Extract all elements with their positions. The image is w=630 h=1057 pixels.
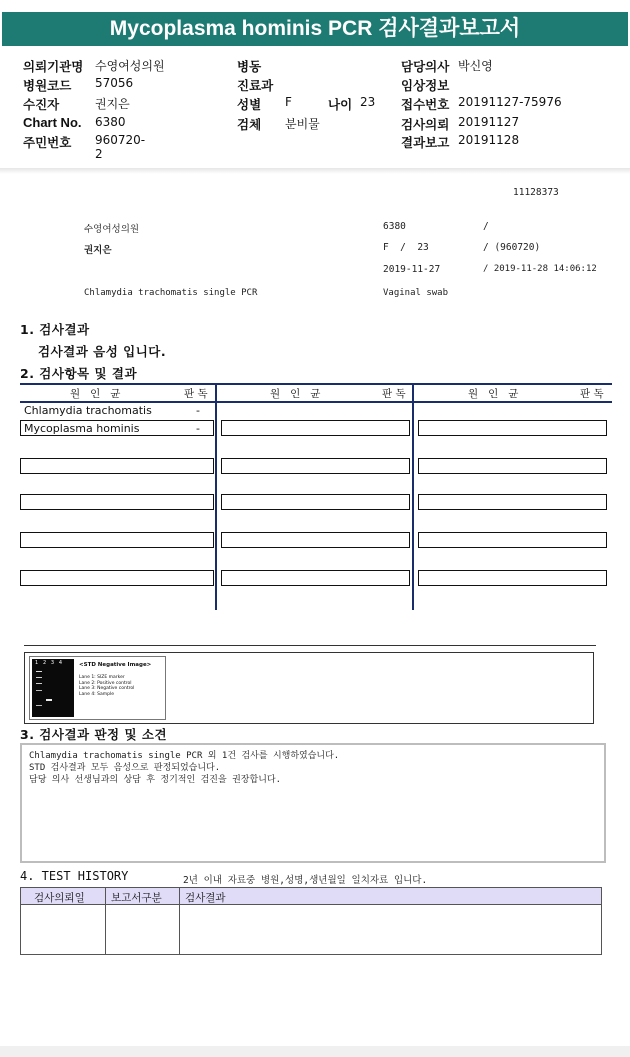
gel-legend-item: Lane 4: Sample [79,691,114,697]
report-specimen: Vaginal swab [383,288,449,298]
result-cell [20,494,214,510]
gel-band [36,705,42,706]
report-title: Mycoplasma hominis PCR 검사결과보고서 [2,12,628,46]
result-cell [418,494,607,510]
header-specimen: 검체 분비물 [237,117,320,132]
header-ward: 병동 [237,59,262,74]
col-pathogen-3: 원 인 균 [468,388,519,400]
opinion-text [29,750,339,786]
section1-result: 검사결과 음성 입니다. [38,344,167,359]
result-row-value: - [196,422,200,435]
report-sex-age: F / 23 [383,242,429,253]
gel-band [46,699,52,701]
report-birth: / (960720) [483,242,541,253]
header-age: 나이 23 [328,95,376,112]
report-patient: 권지은 [84,245,112,256]
history-col-report-type: 보고서구분 [111,892,162,904]
section1-heading: 1. 검사결과 [20,322,90,337]
result-cell [221,494,410,510]
header-chart-no: Chart No. 6380 [23,115,126,130]
gel-title: <STD Negative Image> [79,662,152,668]
gel-legend [79,675,134,697]
result-cell [418,570,607,586]
result-cell [418,420,607,436]
gel-legend-item: Lane 1: SIZE marker [79,675,125,680]
gel-image-frame [29,656,166,720]
report-received: 2019-11-27 [383,264,441,275]
report-slash: / [483,221,489,232]
history-col-divider [20,887,21,955]
result-cell [221,420,410,436]
result-cell [221,570,410,586]
col-judge-2: 판 독 [382,388,406,400]
header-sex: 성별 F [237,95,292,112]
header-department: 진료과 [237,78,274,93]
history-col-divider [601,887,602,955]
col-pathogen-2: 원 인 균 [270,388,321,400]
gel-band [36,671,42,672]
title-bar [0,0,630,48]
history-col-result: 검사결과 [185,892,226,904]
result-cell [418,458,607,474]
gel-band [36,683,42,684]
opinion-line: 담당 의사 선생님과의 상담 후 정기적인 검진을 권장합니다. [29,775,282,785]
gel-legend-item: Lane 2: Positive control [79,680,132,686]
gel-panel [24,652,594,724]
col-judge-3: 판 독 [580,388,604,400]
gel-lane-numbers: 1 2 3 4 [35,660,63,666]
report-institution: 수영여성의원 [84,224,140,235]
col-judge-1: 판 독 [184,388,208,400]
header-divider [0,168,630,174]
header-clinical-info: 임상정보 [401,78,450,93]
opinion-line: Chlamydia trachomatis single PCR 외 1건 검사를 시행하였습니다. [29,751,340,761]
result-cell [221,532,410,548]
history-bottom-line [20,954,602,955]
result-cell [20,570,214,586]
section2-heading: 2. 검사항목 및 결과 [20,366,138,381]
header-doctor: 담당의사 박신영 [401,59,493,74]
gel-divider [24,645,596,646]
header-requesting-institution: 의뢰기관명 수영여성의원 [23,59,165,74]
history-col-divider [105,887,106,955]
header-request-date: 검사의뢰 20191127 [401,115,520,132]
header-patient: 수진자 권지은 [23,97,130,112]
opinion-box [20,743,606,863]
report-test-name: Chlamydia trachomatis single PCR [84,288,258,298]
result-cell [20,458,214,474]
result-cell [418,532,607,548]
gel-band [36,677,42,678]
header-resident-no: 주민번호 960720-2 [23,133,146,161]
section3-heading: 3. 검사결과 판정 및 소견 [20,727,168,742]
section4-heading: 4. TEST HISTORY [20,869,129,883]
result-row-name: Mycoplasma hominis [24,422,140,435]
column-divider [215,383,217,610]
result-cell [20,532,214,548]
history-note: 2년 이내 자료중 병원,성명,생년월일 일치자료 입니다. [183,875,428,886]
result-cell [20,420,214,436]
opinion-line: STD 검사결과 모두 음성으로 판정되었습니다. [29,763,221,773]
gel-legend-item: Lane 3: Negative control [79,686,135,691]
page-footer [0,1046,630,1057]
header-report-date: 결과보고 20191128 [401,133,520,150]
barcode-number: 11128373 [513,187,559,198]
result-cell [221,458,410,474]
result-table-header [20,383,612,403]
col-pathogen-1: 원 인 균 [70,388,121,400]
header-hospital-code: 병원코드 57056 [23,76,134,93]
gel-band [36,690,42,691]
report-chart: 6380 [383,221,406,232]
result-row-name: Chlamydia trachomatis [24,404,152,417]
history-col-request-date: 검사의뢰일 [34,892,85,904]
result-row-value: - [196,404,200,417]
gel-image [32,659,74,717]
report-reported: / 2019-11-28 14:06:12 [483,264,597,274]
header-receipt-no: 접수번호 20191127-75976 [401,95,562,112]
column-divider [412,383,414,610]
history-col-divider [179,887,180,955]
history-table-header [20,887,602,905]
